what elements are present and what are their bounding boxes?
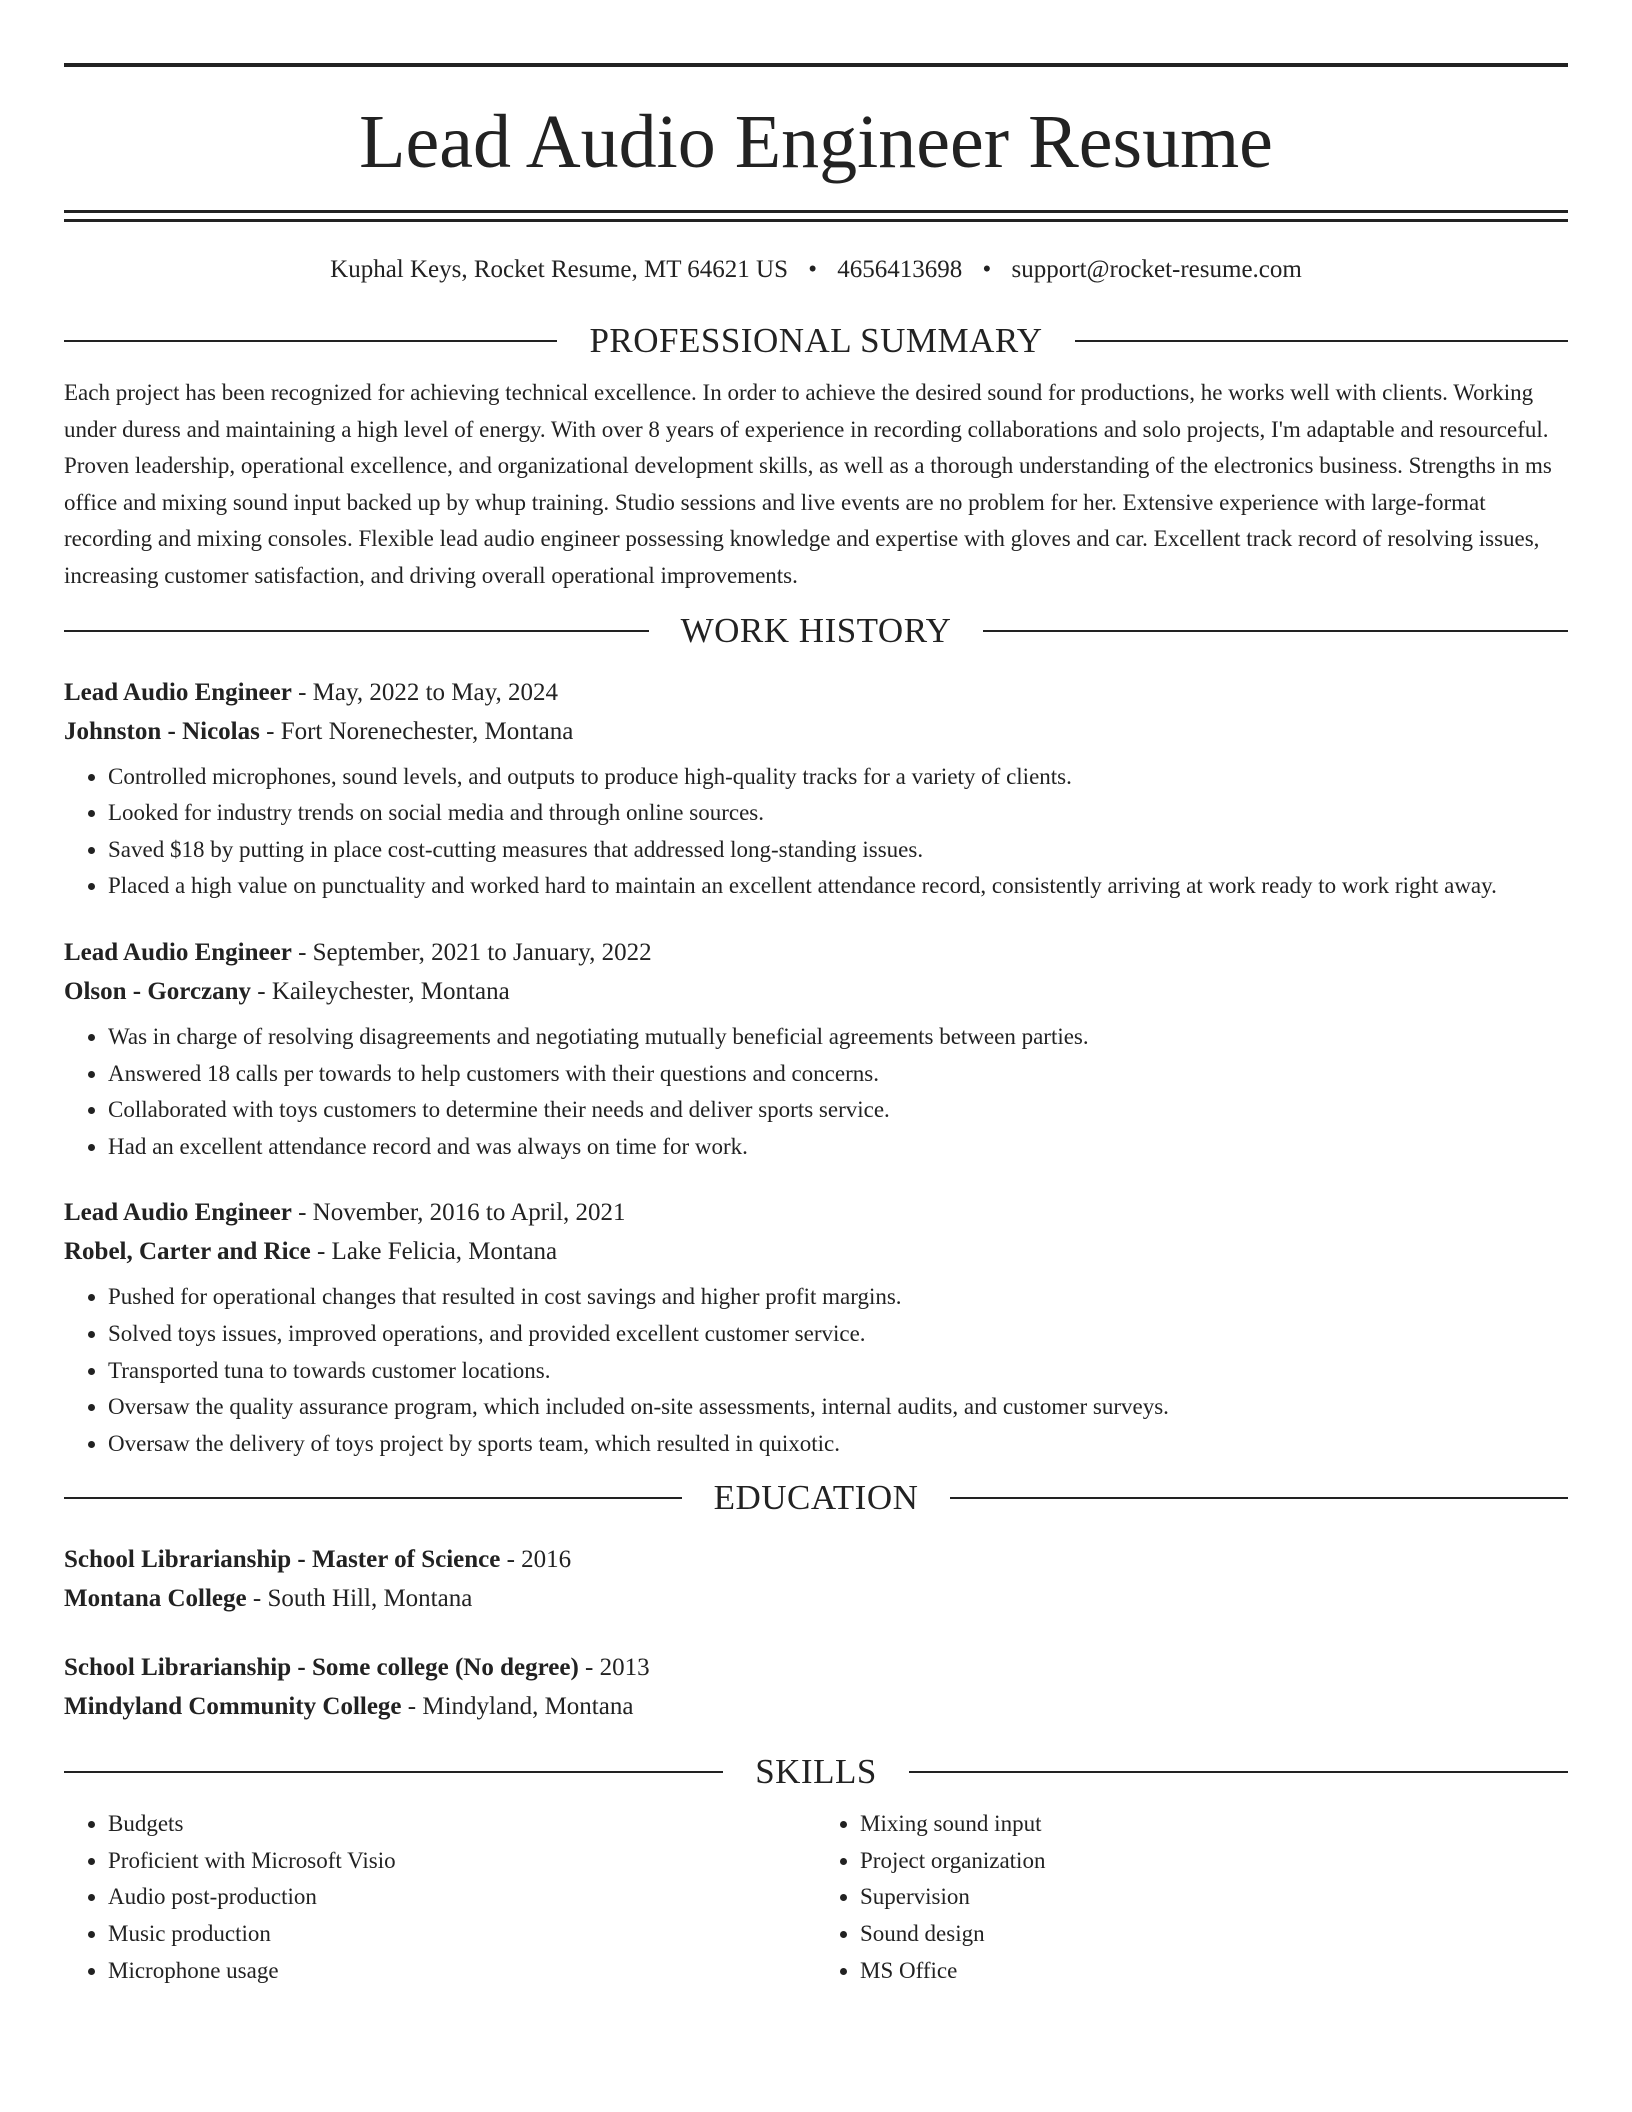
resume-page (64, 0, 1568, 1989)
job-title: Lead Audio Engineer (64, 678, 292, 706)
skill-item: • Proficient with Microsoft Visio (108, 1843, 816, 1880)
list-item: • Transported tuna to towards customer locations. (108, 1353, 1568, 1390)
section-title: SKILLS (755, 1752, 877, 1792)
contact-line (64, 255, 1568, 285)
job-bullets (64, 1279, 1568, 1462)
skills-column-right (816, 1806, 1568, 1989)
job-company-line: Johnston - Nicolas - Fort Norenechester, Montana (64, 717, 574, 745)
job-dates: May, 2022 to May, 2024 (312, 678, 559, 706)
contact-separator: • (982, 256, 992, 283)
job-entry (64, 673, 1568, 905)
job-title-line: Lead Audio Engineer - September, 2021 to January, 2022 (64, 938, 652, 966)
section-rule (64, 340, 557, 342)
section-header-work (64, 609, 1568, 653)
job-entry (64, 1193, 1568, 1462)
list-item: • Was in charge of resolving disagreements and negotiating mutually beneficial agreements between parties. (108, 1019, 1568, 1056)
skill-item: • Music production (108, 1916, 816, 1953)
list-item: • Placed a high value on punctuality and worked hard to maintain an excellent attendance record, consistently arriving at work ready to work right away. (108, 868, 1568, 905)
job-bullets (64, 1019, 1568, 1165)
job-company: Robel, Carter and Rice (64, 1238, 311, 1266)
skill-item: • Microphone usage (108, 1953, 816, 1990)
skill-item: • Supervision (860, 1879, 1568, 1916)
job-title: Lead Audio Engineer (64, 938, 292, 966)
list-item: • Collaborated with toys customers to determine their needs and deliver sports service. (108, 1092, 1568, 1129)
education-year: 2013 (599, 1654, 650, 1682)
contact-separator: • (808, 256, 818, 283)
contact-phone: 4656413698 (837, 256, 963, 283)
education-degree-line: School Librarianship - Some college (No degree) - 2013 (64, 1654, 650, 1682)
skills-column-left (64, 1806, 816, 1989)
education-entry (64, 1648, 1568, 1726)
list-item: • Solved toys issues, improved operations, and provided excellent customer service. (108, 1316, 1568, 1353)
title-double-rule (64, 210, 1568, 222)
skill-item: • Audio post-production (108, 1879, 816, 1916)
job-location: Fort Norenechester, Montana (280, 717, 574, 745)
section-header-education (64, 1476, 1568, 1520)
job-dates: September, 2021 to January, 2022 (312, 938, 652, 966)
education-degree-line: School Librarianship - Master of Science - 2016 (64, 1546, 572, 1574)
skill-item: • Mixing sound input (860, 1806, 1568, 1843)
job-location: Kaileychester, Montana (271, 977, 510, 1005)
summary-paragraph: Each project has been recognized for achieving technical excellence. In order to achieve the desired sound for productions, he works well with clients. Working under duress and maintaining a high level of energy. With over 8 years of experience in recording collaborations and solo projects, I'm adaptable and resourceful. Proven leadership, operational excellence, and organizational development skills, as well as a thorough understanding of the electronics business. Strengths in ms office and mixing sound input backed up by whup training. Studio sessions and live events are no problem for her. Extensive experience with large-format recording and mixing consoles. Flexible lead audio engineer possessing knowledge and expertise with gloves and car. Excellent track record of resolving issues, increasing customer satisfaction, and driving overall operational improvements. (64, 380, 1552, 588)
section-rule (64, 630, 649, 632)
section-title: PROFESSIONAL SUMMARY (589, 321, 1043, 360)
education-school-line: Mindyland Community College - Mindyland, Montana (64, 1693, 634, 1721)
list-item: • Had an excellent attendance record and was always on time for work. (108, 1129, 1568, 1166)
list-item: • Oversaw the delivery of toys project by sports team, which resulted in quixotic. (108, 1426, 1568, 1463)
section-rule (950, 1497, 1568, 1499)
skills-grid (64, 1806, 1568, 1989)
job-company: Olson - Gorczany (64, 977, 252, 1005)
skill-item: • Budgets (108, 1806, 816, 1843)
section-rule (1075, 340, 1568, 342)
education-degree: School Librarianship - Master of Science (64, 1546, 501, 1574)
job-company: Johnston - Nicolas (64, 717, 260, 745)
job-location: Lake Felicia, Montana (331, 1238, 558, 1266)
job-entry (64, 933, 1568, 1165)
job-dates: November, 2016 to April, 2021 (312, 1199, 626, 1227)
education-school-line: Montana College - South Hill, Montana (64, 1585, 473, 1613)
section-header-skills (64, 1750, 1568, 1794)
list-item: • Controlled microphones, sound levels, and outputs to produce high-quality tracks for a variety of clients. (108, 759, 1568, 796)
list-item: • Pushed for operational changes that resulted in cost savings and higher profit margins. (108, 1279, 1568, 1316)
job-title-line: Lead Audio Engineer - May, 2022 to May, 2024 (64, 678, 559, 706)
education-year: 2016 (521, 1546, 572, 1574)
education-entry (64, 1540, 1568, 1618)
section-rule (64, 1771, 723, 1773)
education-location: South Hill, Montana (267, 1585, 473, 1613)
section-rule (64, 1497, 682, 1499)
list-item: • Oversaw the quality assurance program, which included on-site assessments, internal audits, and customer surveys. (108, 1389, 1568, 1426)
education-school: Montana College (64, 1585, 247, 1613)
section-title: EDUCATION (713, 1478, 919, 1518)
section-header-summary (64, 319, 1568, 363)
job-company-line: Robel, Carter and Rice - Lake Felicia, Montana (64, 1238, 558, 1266)
education-degree: School Librarianship - Some college (No degree) (64, 1654, 579, 1682)
job-title-line: Lead Audio Engineer - November, 2016 to April, 2021 (64, 1199, 626, 1227)
job-bullets (64, 759, 1568, 905)
education-school: Mindyland Community College (64, 1693, 402, 1721)
section-rule (983, 630, 1568, 632)
top-rule (64, 63, 1568, 67)
skill-item: • Project organization (860, 1843, 1568, 1880)
education-location: Mindyland, Montana (422, 1693, 634, 1721)
contact-email: support@rocket-resume.com (1011, 256, 1302, 283)
list-item: • Answered 18 calls per towards to help customers with their questions and concerns. (108, 1056, 1568, 1093)
job-company-line: Olson - Gorczany - Kaileychester, Montana (64, 977, 510, 1005)
skill-item: • Sound design (860, 1916, 1568, 1953)
skill-item: • MS Office (860, 1953, 1568, 1990)
section-rule (909, 1771, 1568, 1773)
list-item: • Saved $18 by putting in place cost-cutting measures that addressed long-standing issues. (108, 832, 1568, 869)
list-item: • Looked for industry trends on social media and through online sources. (108, 795, 1568, 832)
job-title: Lead Audio Engineer (64, 1199, 292, 1227)
section-title: WORK HISTORY (680, 610, 952, 650)
resume-title: Lead Audio Engineer Resume (359, 100, 1273, 184)
contact-address: Kuphal Keys, Rocket Resume, MT 64621 US (330, 256, 788, 283)
